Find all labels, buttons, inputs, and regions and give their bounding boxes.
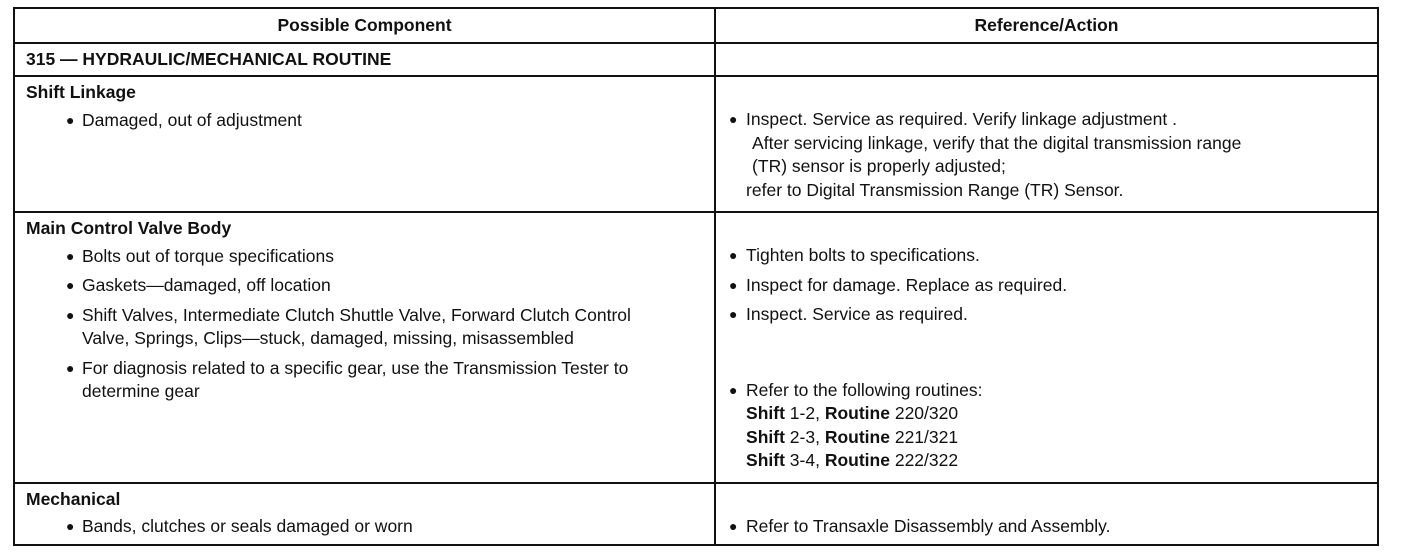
- list-item: ● Gaskets—damaged, off location: [26, 274, 704, 298]
- action-item-routines: ● Refer to the following routines: Shift 1-2, Routine 220/320 Shift 2-3, Routine 221/321 Shift 3-4, Routine 222/322: [727, 379, 1367, 473]
- group-main-control-valve-body: [14, 212, 1378, 483]
- routine-ref: Shift 1-2, Routine 220/320: [746, 403, 959, 423]
- shift-linkage-component-cell: [14, 76, 715, 212]
- list-item: ● For diagnosis related to a specific gear, use the Transmission Tester to determine gear: [26, 357, 704, 404]
- group-mechanical: [14, 483, 1378, 545]
- routine-action-empty: [715, 43, 1378, 76]
- routine-ref: Shift 2-3, Routine 221/321: [746, 426, 959, 447]
- action-item: ● Inspect. Service as required.: [727, 303, 1367, 327]
- action-item: ● Inspect. Service as required. Verify linkage adjustment . After servicing linkage, verify that the digital transmission range (TR) sensor is properly adjusted; refer to Digital Transmission Range (TR) Sensor.: [727, 108, 1367, 202]
- mechanical-component-cell: [14, 483, 715, 545]
- mechanical-action-cell: [715, 483, 1378, 545]
- diagnosis-table: [13, 7, 1379, 546]
- group-title-mechanical: Mechanical: [26, 488, 121, 509]
- main-control-component-cell: [14, 212, 715, 483]
- action-item: ● Inspect for damage. Replace as required.: [727, 274, 1367, 298]
- routine-ref: Shift 3-4, Routine 222/322: [746, 450, 959, 470]
- group-title-shift-linkage: Shift Linkage: [26, 82, 136, 102]
- header-reference-action: Reference/Action: [715, 8, 1378, 43]
- list-item: ● Damaged, out of adjustment: [26, 109, 704, 133]
- group-shift-linkage: [14, 76, 1378, 212]
- list-item: ● Shift Valves, Intermediate Clutch Shuttle Valve, Forward Clutch Control Valve, Springs, Clips—stuck, damaged, missing, misassembled: [26, 304, 704, 351]
- action-item: ● Refer to Transaxle Disassembly and Assembly.: [727, 515, 1367, 539]
- main-control-action-cell: [715, 212, 1378, 483]
- list-item: ● Bands, clutches or seals damaged or worn: [26, 515, 704, 539]
- header-possible-component: Possible Component: [14, 8, 715, 43]
- action-item: ● Tighten bolts to specifications.: [727, 244, 1367, 268]
- routine-title: 315 — HYDRAULIC/MECHANICAL ROUTINE: [14, 43, 715, 76]
- shift-linkage-action-cell: [715, 76, 1378, 212]
- header-row: [14, 8, 1378, 43]
- list-item: ● Bolts out of torque specifications: [26, 245, 704, 269]
- group-title-main-control: Main Control Valve Body: [26, 218, 232, 238]
- routine-row: [14, 43, 1378, 76]
